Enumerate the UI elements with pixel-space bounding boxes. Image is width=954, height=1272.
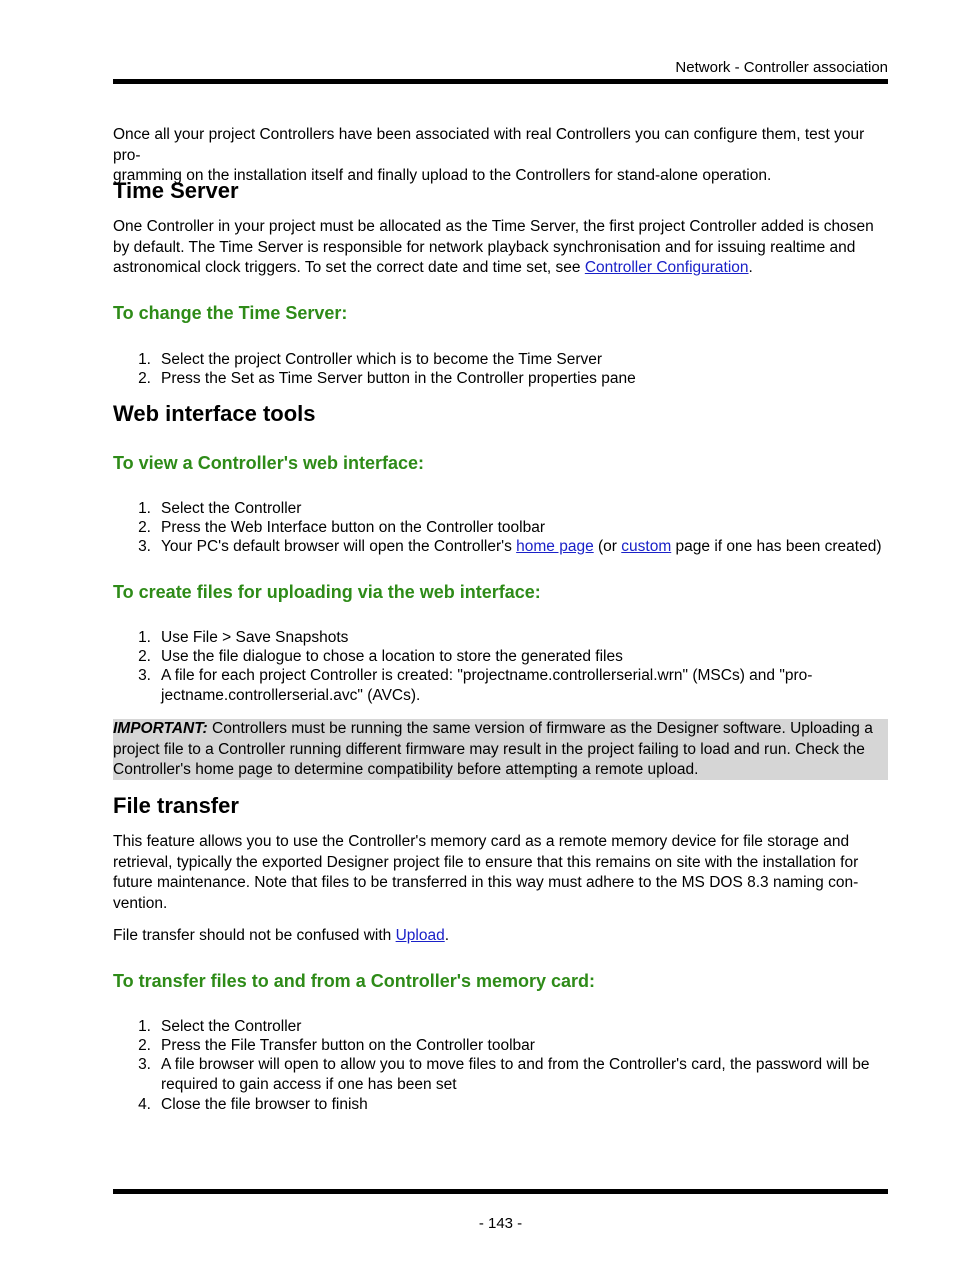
list-number: 2. [138, 1037, 151, 1054]
intro-line-2: gramming on the installation itself and finally upload to the Controllers for stand-alone operation. [113, 167, 772, 184]
transfer-files-subheading: To transfer files to and from a Controller's memory card: [113, 971, 596, 991]
list-text: Use the file dialogue to chose a location to store the generated files [161, 648, 623, 665]
list-number: 1. [138, 1018, 151, 1035]
file-line-4: vention. [113, 894, 168, 912]
view-web-interface-subheading: To view a Controller's web interface: [113, 453, 425, 473]
file-transfer-heading: File transfer [113, 793, 239, 818]
file-transfer-paragraph [113, 832, 893, 914]
header-rule [113, 79, 888, 84]
file-line-1: This feature allows you to use the Controller's memory card as a remote memory device for file storage and [113, 833, 850, 850]
list-text-line-1: A file for each project Controller is created: "projectname.controllerserial.wrn" (MSCs) and "pro- [161, 667, 813, 684]
list-number: 4. [138, 1096, 151, 1113]
time-server-line-3 [113, 258, 893, 279]
list-text [161, 666, 891, 705]
note-line-3: Controller's home page to determine compatibility before attempting a remote upload. [113, 761, 699, 778]
note-line-2: project file to a Controller running different firmware may result in the project failing to load and run. Check the [113, 740, 865, 758]
list-text-line-2: required to gain access if one has been set [161, 1075, 457, 1093]
list-number: 2. [138, 370, 151, 387]
footer-rule [113, 1189, 888, 1194]
text: . [444, 927, 450, 944]
text: File transfer should not be confused with [113, 927, 396, 944]
intro-line-1: Once all your project Controllers have been associated with real Controllers you can configure them, test your pro- [113, 126, 865, 164]
list-number: 1. [138, 629, 151, 646]
list-text: Press the Set as Time Server button in the Controller properties pane [161, 370, 636, 387]
custom-page-link[interactable]: custom [621, 538, 672, 555]
text: page if one has been created) [671, 538, 882, 555]
important-label: IMPORTANT: [113, 720, 208, 737]
list-text: Use File > Save Snapshots [161, 629, 349, 646]
list-text: Press the File Transfer button on the Controller toolbar [161, 1037, 535, 1054]
create-files-subheading: To create files for uploading via the web interface: [113, 582, 541, 602]
text: (or [593, 538, 622, 555]
text: astronomical clock triggers. To set the correct date and time set, see [113, 259, 585, 276]
list-text-line-1: A file browser will open to allow you to move files to and from the Controller's card, the password will be [161, 1056, 870, 1073]
file-line-2: retrieval, typically the exported Designer project file to ensure that this remains on site with the installation for [113, 853, 859, 871]
list-number: 1. [138, 351, 151, 368]
list-text [161, 537, 891, 557]
list-number: 3. [138, 1056, 151, 1073]
text: . [748, 259, 753, 276]
text: Controllers must be running the same version of firmware as the Designer software. Uploading a [207, 720, 873, 737]
note-line-1 [113, 719, 888, 740]
file-line-3: future maintenance. Note that files to be transferred in this way must adhere to the MS DOS 8.3 naming con- [113, 874, 859, 891]
time-server-line-1: One Controller in your project must be allocated as the Time Server, the first project Controller added is chosen [113, 218, 874, 235]
list-number: 3. [138, 538, 151, 555]
change-time-server-subheading: To change the Time Server: [113, 303, 348, 323]
list-number: 2. [138, 519, 151, 536]
time-server-line-2: by default. The Time Server is responsible for network playback synchronisation and for issuing realtime and [113, 238, 856, 256]
controller-configuration-link[interactable]: Controller Configuration [584, 259, 749, 276]
text: Your PC's default browser will open the Controller's [161, 538, 517, 555]
list-text [161, 1055, 891, 1094]
list-text-line-2: jectname.controllerserial.avc" (AVCs). [161, 686, 421, 704]
page-number: - 143 - [478, 1215, 523, 1232]
list-text: Select the Controller [161, 1018, 302, 1035]
upload-link[interactable]: Upload [395, 927, 445, 944]
list-text: Select the project Controller which is to become the Time Server [161, 351, 603, 368]
list-text: Close the file browser to finish [161, 1096, 368, 1113]
time-server-heading: Time Server [113, 178, 239, 203]
file-transfer-note [113, 926, 893, 947]
running-header: Network - Controller association [675, 59, 888, 76]
important-note [113, 719, 888, 780]
time-server-paragraph [113, 217, 893, 279]
list-number: 3. [138, 667, 151, 684]
web-interface-heading: Web interface tools [113, 401, 316, 426]
list-text: Select the Controller [161, 500, 302, 517]
list-number: 2. [138, 648, 151, 665]
list-text: Press the Web Interface button on the Controller toolbar [161, 519, 545, 536]
home-page-link[interactable]: home page [516, 538, 594, 555]
list-number: 1. [138, 500, 151, 517]
